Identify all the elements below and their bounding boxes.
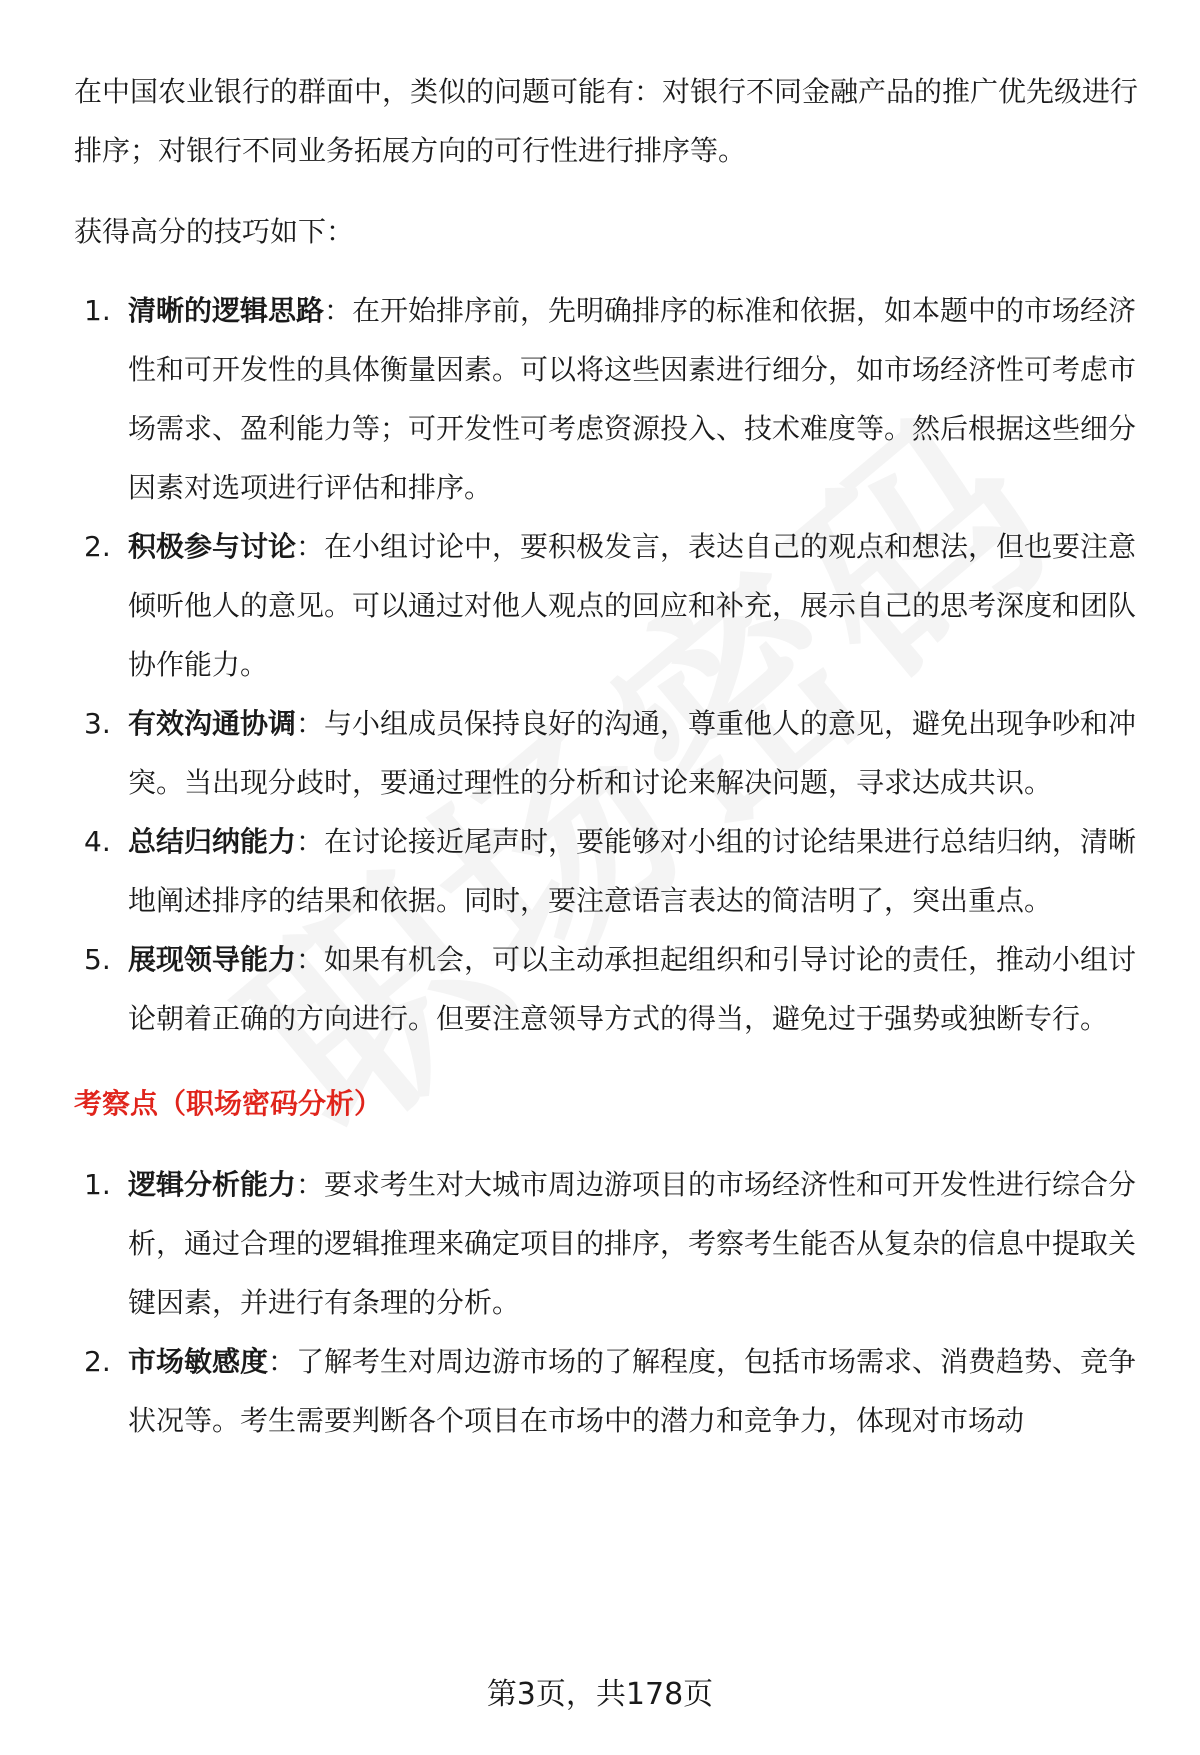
tips-list bbox=[74, 281, 1144, 1048]
intro-paragraph: 在中国农业银行的群面中，类似的问题可能有：对银行不同金融产品的推广优先级进行排序；对银行不同业务拓展方向的可行性进行排序等。 bbox=[74, 75, 1139, 167]
list-number: 4. bbox=[84, 825, 111, 858]
list-text: ：要求考生对大城市周边游项目的市场经济性和可开发性进行综合分析，通过合理的逻辑推理来确定项目的排序，考察考生能否从复杂的信息中提取关键因素，并进行有条理的分析。 bbox=[128, 1168, 1137, 1319]
list-term: 清晰的逻辑思路 bbox=[128, 294, 325, 327]
list-term: 总结归纳能力 bbox=[128, 825, 297, 858]
list-term: 市场敏感度 bbox=[128, 1345, 269, 1378]
section-heading: 考察点（职场密码分析） bbox=[74, 1087, 383, 1120]
list-number: 1. bbox=[84, 294, 111, 327]
list-item bbox=[74, 281, 1144, 517]
list-item bbox=[74, 1155, 1144, 1332]
list-item bbox=[74, 1332, 1144, 1450]
lead-paragraph: 获得高分的技巧如下： bbox=[74, 215, 355, 248]
list-term: 逻辑分析能力 bbox=[128, 1168, 297, 1201]
list-text: ：在开始排序前，先明确排序的标准和依据，如本题中的市场经济性和可开发性的具体衡量因素。可以将这些因素进行细分，如市场经济性可考虑市场需求、盈利能力等；可开发性可考虑资源投入、技术难度等。然后根据这些细分因素对选项进行评估和排序。 bbox=[128, 294, 1137, 504]
list-text: ：在小组讨论中，要积极发言，表达自己的观点和想法，但也要注意倾听他人的意见。可以通过对他人观点的回应和补充，展示自己的思考深度和团队协作能力。 bbox=[128, 530, 1137, 681]
list-item bbox=[74, 694, 1144, 812]
page-content bbox=[74, 62, 1144, 1450]
list-item bbox=[74, 930, 1144, 1048]
list-term: 积极参与讨论 bbox=[128, 530, 297, 563]
list-term: 展现领导能力 bbox=[128, 943, 297, 976]
list-text: ：如果有机会，可以主动承担起组织和引导讨论的责任，推动小组讨论朝着正确的方向进行。但要注意领导方式的得当，避免过于强势或独断专行。 bbox=[128, 943, 1137, 1035]
list-number: 2. bbox=[84, 530, 111, 563]
list-number: 2. bbox=[84, 1345, 111, 1378]
list-number: 5. bbox=[84, 943, 111, 976]
list-term: 有效沟通协调 bbox=[128, 707, 297, 740]
list-number: 1. bbox=[84, 1168, 111, 1201]
list-item bbox=[74, 812, 1144, 930]
list-item bbox=[74, 517, 1144, 694]
list-text: ：在讨论接近尾声时，要能够对小组的讨论结果进行总结归纳，清晰地阐述排序的结果和依据。同时，要注意语言表达的简洁明了，突出重点。 bbox=[128, 825, 1137, 917]
points-list bbox=[74, 1155, 1144, 1450]
list-text: ：了解考生对周边游市场的了解程度，包括市场需求、消费趋势、竞争状况等。考生需要判断各个项目在市场中的潜力和竞争力，体现对市场动 bbox=[128, 1345, 1137, 1437]
list-number: 3. bbox=[84, 707, 111, 740]
page-footer: 第3页，共178页 bbox=[486, 1677, 714, 1712]
list-text: ：与小组成员保持良好的沟通，尊重他人的意见，避免出现争吵和冲突。当出现分歧时，要通过理性的分析和讨论来解决问题，寻求达成共识。 bbox=[128, 707, 1137, 799]
